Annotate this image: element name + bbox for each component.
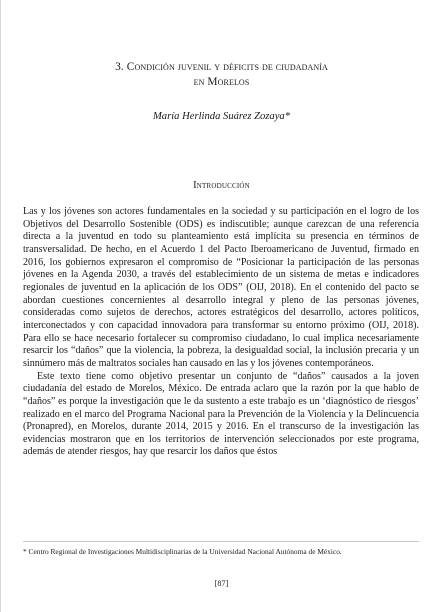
footnote-line-2: de México. xyxy=(308,547,342,556)
author-name: María Herlinda Suárez Zozaya* xyxy=(152,111,291,122)
paragraph-2: Este texto tiene como objetivo presentar un conjunto de “daños” causados a la joven ciudadanía del estado de Morelos, México. De entrada aclaro que la razón por la que hablo de “daños” es porque la investigación que le da sustento a este trabajo es un ‘diagnóstico de riesgos’ realizado en el marco del Programa Nacional para la Prevención de la Violencia y la Delincuencia (Pronapred), en Morelos, durante 2014, 2015 y 2016. En el transcurso de la investigación las evidencias mostraron que en los territorios de intervención seleccionados por este programa, además de atender riesgos, hay que resarcir los daños que éstos xyxy=(23,370,419,458)
body-text xyxy=(23,206,419,459)
chapter-title xyxy=(21,60,422,90)
footnote xyxy=(23,547,419,557)
section-heading: Introducción xyxy=(193,180,250,191)
chapter-title-line-1: 3. Condición juvenil y déficits de ciudadanía xyxy=(115,61,328,73)
footnote-line-1: * Centro Regional de Investigaciones Multidisciplinarias de la Universidad Nacional Autónoma xyxy=(23,547,307,556)
chapter-title-line-2: en Morelos xyxy=(193,76,250,88)
page-number: [87] xyxy=(214,579,229,588)
paragraph-1: Las y los jóvenes son actores fundamentales en la sociedad y su participación en el logro de los Objetivos del Desarrollo Sostenible (ODS) es indiscutible; aunque carezcan de una referencia directa a la juventud en todo su planteamiento está implícita su presencia en términos de transversalidad. De hecho, en el Acuerdo 1 del Pacto Iberoamericano de Juventud, firmado en 2016, los gobiernos expresaron el compromiso de “Posicionar la participación de las personas jóvenes en la Agenda 2030, a través del establecimiento de un sistema de metas e indicadores regionales de juventud en la aplicación de los ODS” (OIJ, 2018). En el contenido del pacto se abordan cuestiones concernientes al desarrollo integral y pleno de las personas jóvenes, consideradas como sujetos de derechos, actores estratégicos del desarrollo, actores políticos, interconectados y con capacidad innovadora para transformar su entorno próximo (OIJ, 2018). Para ello se hace necesario fortalecer su compromiso ciudadano, lo cual implica necesariamente resarcir los “daños” que la violencia, la pobreza, la desigualdad social, la inclusión precaria y un sinnúmero más de maltratos sociales han causado en las y los jóvenes contemporáneos. xyxy=(23,206,419,369)
footnote-divider xyxy=(23,541,419,542)
